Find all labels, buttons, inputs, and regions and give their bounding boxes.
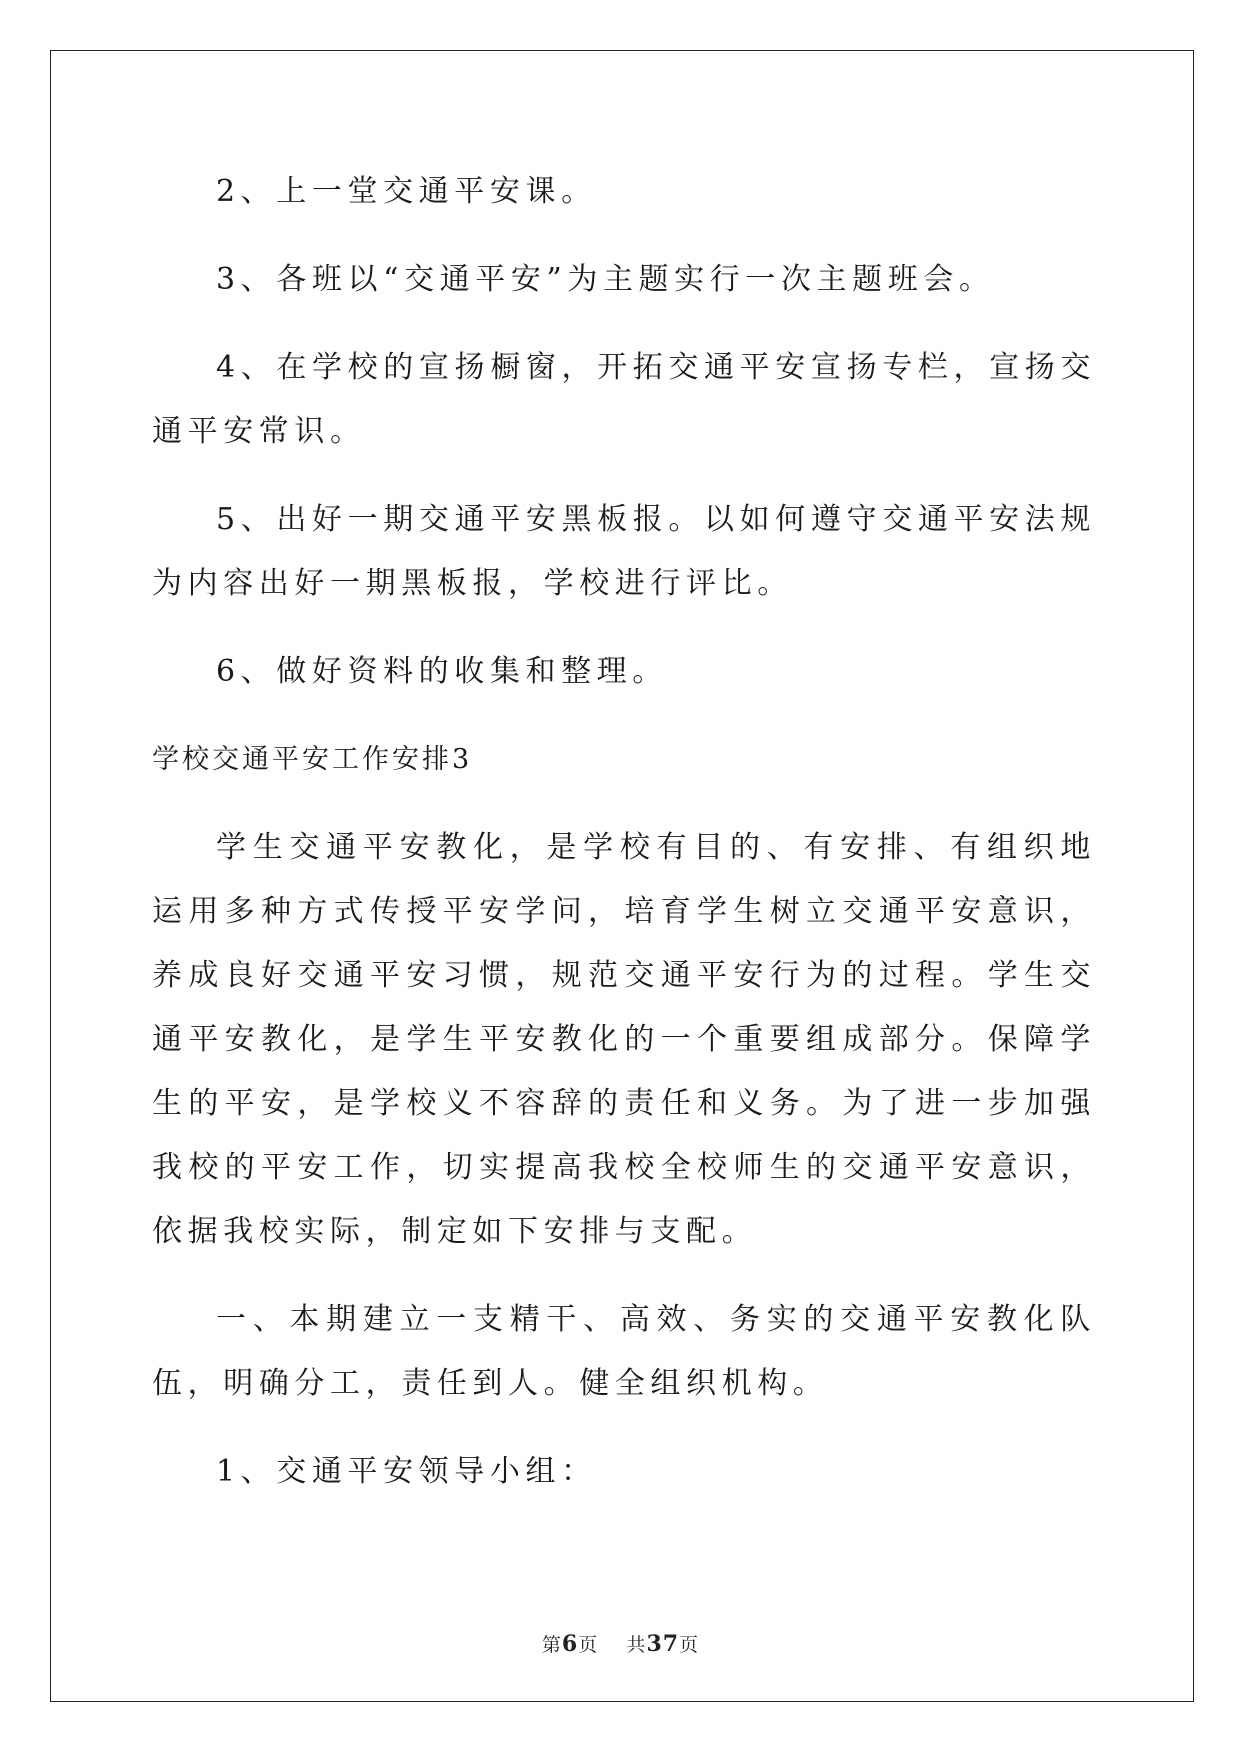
paragraph-item-4: 4、在学校的宣扬橱窗，开拓交通平安宣扬专栏，宣扬交通平安常识。 <box>152 350 1096 449</box>
paragraph-item-5: 5、出好一期交通平安黑板报。以如何遵守交通平安法规为内容出好一期黑板报，学校进行评比。 <box>152 502 1096 601</box>
paragraph-intro: 学生交通平安教化，是学校有目的、有安排、有组织地运用多种方式传授平安学问，培育学生树立交通平安意识，养成良好交通平安习惯，规范交通平安行为的过程。学生交通平安教化，是学生平安教化的一个重要组成部分。保障学生的平安，是学校义不容辞的责任和义务。为了进一步加强我校的平安工作，切实提高我校全校师生的交通平安意识，依据我校实际，制定如下安排与支配。 <box>152 830 1096 1249</box>
paragraph-item-6: 6、做好资料的收集和整理。 <box>216 654 668 689</box>
paragraph-leadership-group: 1、交通平安领导小组： <box>216 1454 597 1489</box>
footer-prefix: 第 <box>541 1634 562 1656</box>
paragraph-section-one: 一、本期建立一支精干、高效、务实的交通平安教化队伍，明确分工，责任到人。健全组织机构。 <box>152 1302 1096 1401</box>
total-page-count: 37 <box>646 1631 680 1657</box>
footer-total-suffix: 页 <box>679 1634 700 1656</box>
page-footer <box>0 1630 1241 1657</box>
footer-total-prefix: 共 <box>626 1634 647 1656</box>
paragraph-item-3: 3、各班以“交通平安”为主题实行一次主题班会。 <box>216 262 995 297</box>
section-heading: 学校交通平安工作安排3 <box>152 744 473 775</box>
current-page-number: 6 <box>561 1631 579 1657</box>
document-body <box>152 160 1096 1528</box>
paragraph-item-2: 2、上一堂交通平安课。 <box>216 174 597 209</box>
footer-page-suffix: 页 <box>578 1634 599 1656</box>
